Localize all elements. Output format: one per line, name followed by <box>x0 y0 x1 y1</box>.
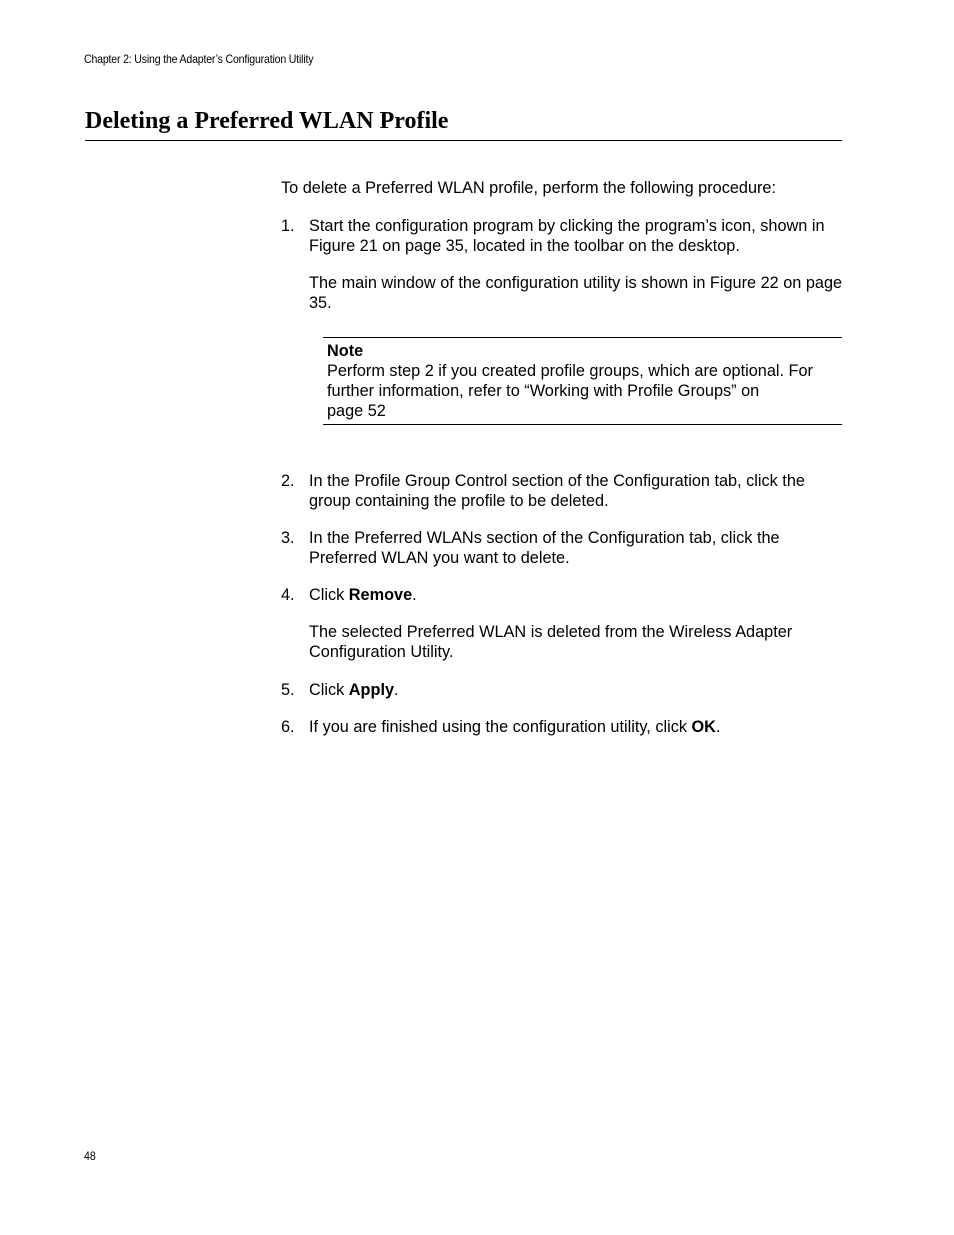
step-4-followup: The selected Preferred WLAN is deleted from the Wireless Adapter Configuration Utility. <box>309 623 793 661</box>
step-text-prefix: Click <box>309 681 349 699</box>
step-number: 2. <box>281 472 295 490</box>
step-3 <box>281 528 846 568</box>
ok-command: OK <box>691 718 716 736</box>
page-number: 48 <box>84 1149 96 1163</box>
running-header: Chapter 2: Using the Adapter’s Configuration Utility <box>84 52 314 66</box>
note-heading: Note <box>327 342 364 360</box>
step-number: 3. <box>281 529 295 547</box>
section-title: Deleting a Preferred WLAN Profile <box>85 108 449 134</box>
step-1 <box>281 216 846 256</box>
note-body-line2: further information, refer to “Working with Profile Groups” on <box>327 382 760 400</box>
step-number: 4. <box>281 586 295 604</box>
step-6 <box>281 717 846 737</box>
procedure-body <box>281 178 846 754</box>
step-number: 5. <box>281 681 295 699</box>
step-text-suffix: . <box>715 718 721 736</box>
step-number: 6. <box>281 718 295 736</box>
apply-command: Apply <box>348 681 395 699</box>
step-1-followup: The main window of the configuration utility is shown in Figure 22 on page 35. <box>309 274 843 312</box>
step-text-suffix: . <box>412 586 417 604</box>
step-text-suffix: . <box>394 681 399 699</box>
note-body-line3: page 52 <box>327 402 386 420</box>
note-body-line1: Perform step 2 if you created profile groups, which are optional. For <box>327 362 813 380</box>
step-2 <box>281 471 846 511</box>
step-text: In the Profile Group Control section of the Configuration tab, click the group containing the profile to be deleted. <box>309 472 805 510</box>
step-4 <box>281 585 846 605</box>
step-text-prefix: If you are finished using the configuration utility, click <box>309 718 692 736</box>
step-text: Start the configuration program by clicking the program’s icon, shown in Figure 21 on page 35, located in the toolbar on the desktop. <box>309 217 825 255</box>
step-text-prefix: Click <box>309 586 349 604</box>
step-5 <box>281 680 846 700</box>
step-text: In the Preferred WLANs section of the Configuration tab, click the Preferred WLAN you want to delete. <box>309 529 780 567</box>
step-number: 1. <box>281 217 295 235</box>
note-box <box>323 337 842 425</box>
remove-command: Remove <box>348 586 413 604</box>
title-rule <box>85 140 842 141</box>
intro-paragraph: To delete a Preferred WLAN profile, perform the following procedure: <box>281 179 777 197</box>
